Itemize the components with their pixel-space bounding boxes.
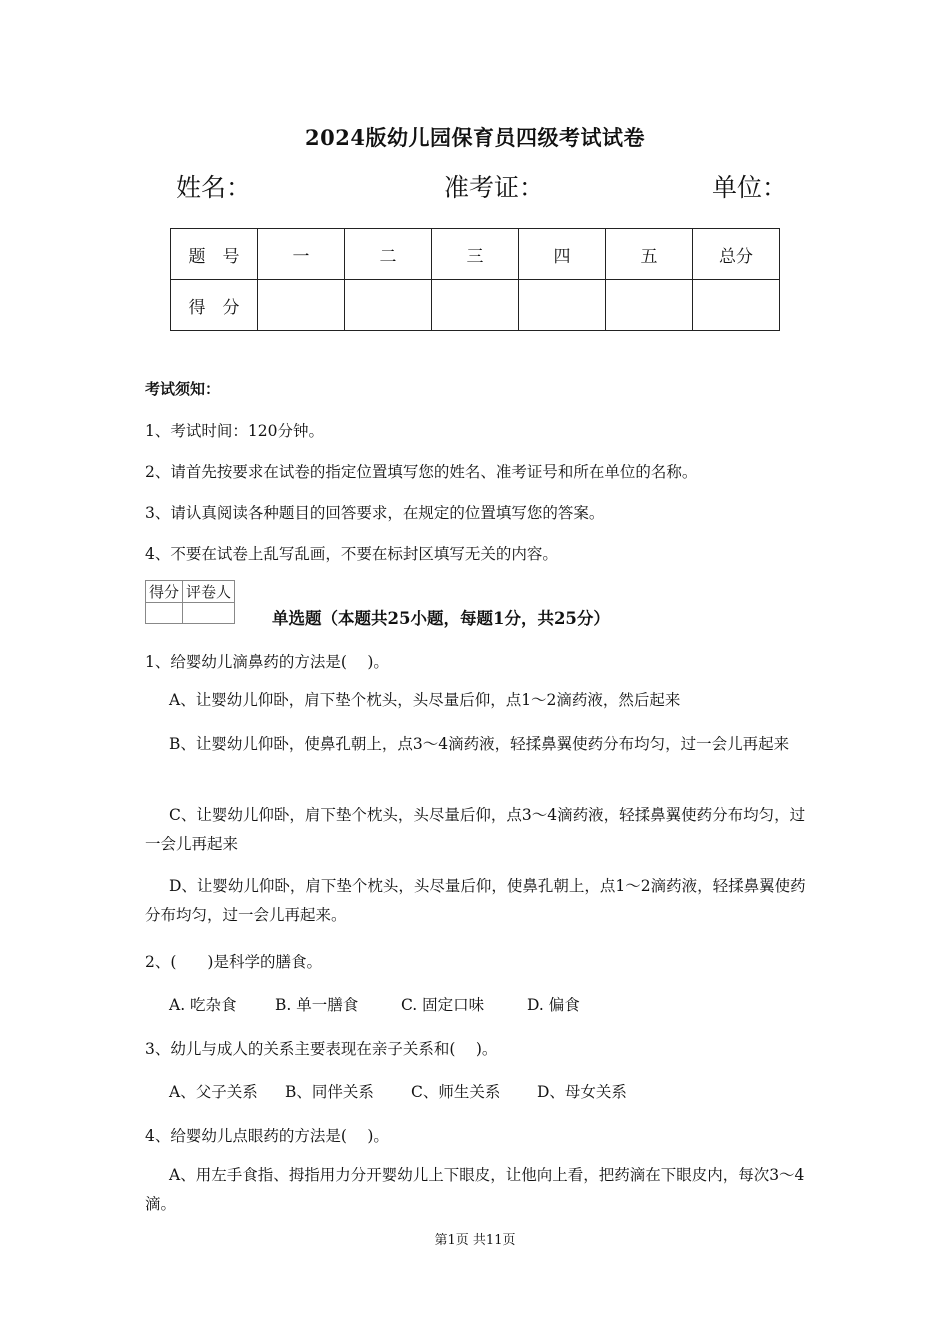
question-3-option: C、师生关系 <box>411 1083 501 1101</box>
section-5-header: 五 <box>606 229 693 280</box>
question-1-stem: 1、给婴幼儿滴鼻药的方法是( )。 <box>145 653 389 671</box>
question-number-header: 题 号 <box>171 229 258 280</box>
question-3-options <box>169 1080 627 1102</box>
grader-score-cell[interactable] <box>146 603 183 624</box>
section-4-score-cell[interactable] <box>519 280 606 331</box>
question-3-option: D、母女关系 <box>537 1083 627 1101</box>
name-field-label: 姓名： <box>176 173 252 202</box>
section-5-score-cell[interactable] <box>606 280 693 331</box>
notice-item: 4、不要在试卷上乱写乱画，不要在标封区填写无关的内容。 <box>145 545 558 563</box>
question-4-option-a: A、用左手食指、拇指用力分开婴幼儿上下眼皮，让他向上看，把药滴在下眼皮内，每次3～4滴。 <box>145 1166 805 1213</box>
candidate-fields <box>0 168 950 204</box>
question-1-option-a: A、让婴幼儿仰卧，肩下垫个枕头，头尽量后仰，点1～2滴药液，然后起来 <box>169 691 681 709</box>
question-2-options <box>169 993 580 1015</box>
section-4-header: 四 <box>519 229 606 280</box>
total-score-cell[interactable] <box>693 280 780 331</box>
section-2-score-cell[interactable] <box>345 280 432 331</box>
question-2-option: C. 固定口味 <box>401 996 485 1014</box>
grader-box <box>145 580 235 624</box>
section-2-header: 二 <box>345 229 432 280</box>
grader-score-label: 得分 <box>146 581 183 603</box>
score-table <box>170 228 780 331</box>
question-3-stem: 3、幼儿与成人的关系主要表现在亲子关系和( )。 <box>145 1040 498 1058</box>
question-2-option: A. 吃杂食 <box>169 996 237 1014</box>
exam-title: 2024版幼儿园保育员四级考试试卷 <box>305 125 645 150</box>
notice-item: 2、请首先按要求在试卷的指定位置填写您的姓名、准考证号和所在单位的名称。 <box>145 463 698 481</box>
score-row-label: 得 分 <box>171 280 258 331</box>
page-footer: 第1页 共11页 <box>434 1233 516 1248</box>
question-2-option: D. 偏食 <box>527 996 580 1014</box>
notice-item: 3、请认真阅读各种题目的回答要求，在规定的位置填写您的答案。 <box>145 504 605 522</box>
notice-title: 考试须知： <box>145 380 221 398</box>
section-1-score-cell[interactable] <box>258 280 345 331</box>
total-score-header: 总分 <box>693 229 780 280</box>
section-3-header: 三 <box>432 229 519 280</box>
section-title: 单选题（本题共25小题，每题1分，共25分） <box>272 609 610 628</box>
question-1-option-d: D、让婴幼儿仰卧，肩下垫个枕头，头尽量后仰，使鼻孔朝上，点1～2滴药液，轻揉鼻翼使药分布均匀，过一会儿再起来。 <box>145 877 806 924</box>
section-3-score-cell[interactable] <box>432 280 519 331</box>
question-1-option-b: B、让婴幼儿仰卧，使鼻孔朝上，点3～4滴药液，轻揉鼻翼使药分布均匀，过一会儿再起来 <box>169 735 790 753</box>
grader-reviewer-cell[interactable] <box>183 603 235 624</box>
section-1-header: 一 <box>258 229 345 280</box>
question-1-option-c: C、让婴幼儿仰卧，肩下垫个枕头，头尽量后仰，点3～4滴药液，轻揉鼻翼使药分布均匀，过一会儿再起来 <box>145 806 806 853</box>
score-table-header-row <box>171 229 780 280</box>
question-2-option: B. 单一膳食 <box>275 996 359 1014</box>
score-table-score-row <box>171 280 780 331</box>
notice-item: 1、考试时间：120分钟。 <box>145 422 324 440</box>
question-4-stem: 4、给婴幼儿点眼药的方法是( )。 <box>145 1127 389 1145</box>
unit-field-label: 单位： <box>712 173 788 202</box>
grader-reviewer-label: 评卷人 <box>183 581 235 603</box>
question-3-option: B、同伴关系 <box>285 1083 374 1101</box>
question-3-option: A、父子关系 <box>169 1083 258 1101</box>
question-2-stem: 2、( )是科学的膳食。 <box>145 953 322 971</box>
ticket-field-label: 准考证： <box>444 173 545 202</box>
